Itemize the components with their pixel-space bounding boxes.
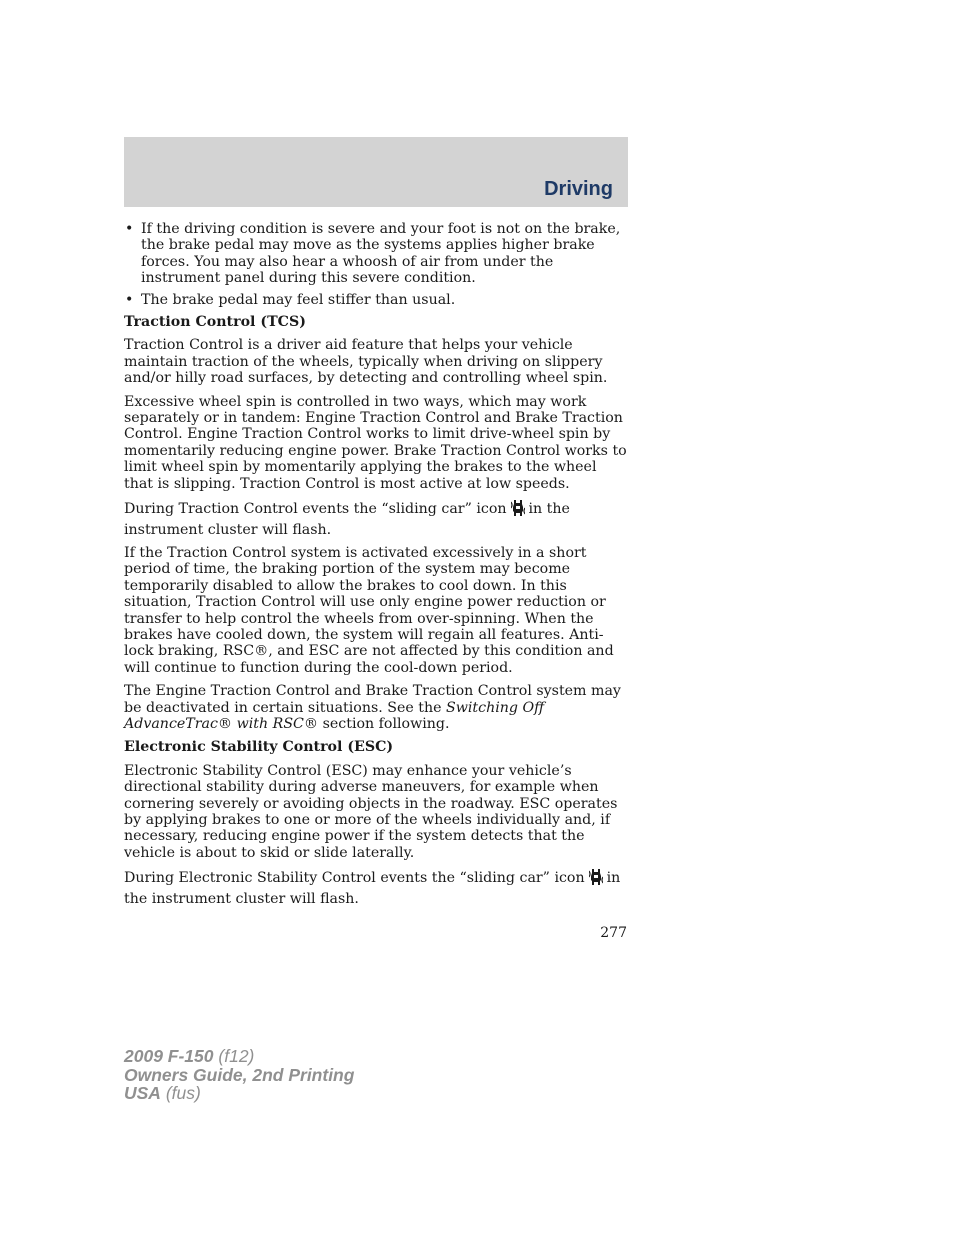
tcs-p3-text-before: During Traction Control events the “sliding car” icon bbox=[124, 501, 507, 518]
bullet-list bbox=[124, 221, 628, 308]
footer-line-2 bbox=[124, 1066, 354, 1085]
esc-p2-text-after: in the instrument cluster will flash. bbox=[124, 870, 621, 907]
footer-line-1 bbox=[124, 1047, 354, 1066]
page-number: 277 bbox=[600, 925, 627, 941]
cross-reference: Switching Off AdvanceTrac® with RSC® bbox=[124, 699, 545, 732]
tcs-paragraph-1: Traction Control is a driver aid feature that helps your vehicle maintain traction of the wheels, typically when driving on slippery and/or hilly road surfaces, by detecting and controlling wheel spin. bbox=[124, 337, 608, 387]
footer-line-3 bbox=[124, 1084, 354, 1103]
footer-print-info bbox=[124, 1047, 354, 1103]
page-content bbox=[124, 221, 628, 914]
sliding-car-icon bbox=[511, 499, 525, 521]
tcs-p3-text-after: in the instrument cluster will flash. bbox=[124, 501, 570, 538]
tcs-heading: Traction Control (TCS) bbox=[124, 314, 306, 331]
footer-market: USA bbox=[124, 1083, 161, 1103]
footer-model: 2009 F-150 bbox=[124, 1046, 214, 1066]
tcs-paragraph-5 bbox=[124, 683, 628, 732]
footer-model-code: (f12) bbox=[218, 1046, 255, 1066]
tcs-paragraph-3 bbox=[124, 499, 628, 538]
tcs-p5-text-before: The Engine Traction Control and Brake Traction Control system may be deactivated in certain situations. See the bbox=[124, 683, 621, 716]
list-item: • The brake pedal may feel stiffer than usual. bbox=[124, 292, 628, 308]
esc-p2-text-before: During Electronic Stability Control events the “sliding car” icon bbox=[124, 870, 585, 887]
esc-heading: Electronic Stability Control (ESC) bbox=[124, 739, 394, 756]
footer-guide-edition: Owners Guide, 2nd Printing bbox=[124, 1064, 355, 1085]
section-header-band bbox=[124, 137, 628, 207]
sliding-car-icon bbox=[589, 868, 603, 890]
list-item: • If the driving condition is severe and your foot is not on the brake, the brake pedal may move as the systems applies higher brake forces. You may also hear a whoosh of air from under the instrument panel during this severe condition. bbox=[124, 221, 628, 287]
section-title: Driving bbox=[544, 178, 613, 200]
footer-market-code: (fus) bbox=[165, 1083, 201, 1103]
tcs-p5-text-after: section following. bbox=[322, 715, 450, 732]
esc-paragraph-2 bbox=[124, 868, 628, 907]
tcs-paragraph-4: If the Traction Control system is activated excessively in a short period of time, the braking portion of the system may become temporarily disabled to allow the brakes to cool down. In this situation, Traction Control will use only engine power reduction or transfer to help control the wheels from over-spinning. When the brakes have cooled down, the system will regain all features. Anti-lock braking, RSC®, and ESC are not affected by this condition and will continue to function during the cool-down period. bbox=[124, 544, 614, 676]
esc-paragraph-1: Electronic Stability Control (ESC) may enhance your vehicle’s directional stability during adverse maneuvers, for example when cornering severely or avoiding objects in the roadway. ESC operates by applying brakes to one or more of the wheels individually and, if necessary, reducing engine power if the system detects that the vehicle is about to skid or slide laterally. bbox=[124, 762, 618, 861]
tcs-paragraph-2: Excessive wheel spin is controlled in two ways, which may work separately or in tandem: Engine Traction Control and Brake Traction Control. Engine Traction Control works to limit drive-wheel spin by momentarily reducing engine power. Brake Traction Control works to limit wheel spin by momentarily applying the brakes to the wheel that is slipping. Traction Control is most active at low speeds. bbox=[124, 393, 627, 492]
